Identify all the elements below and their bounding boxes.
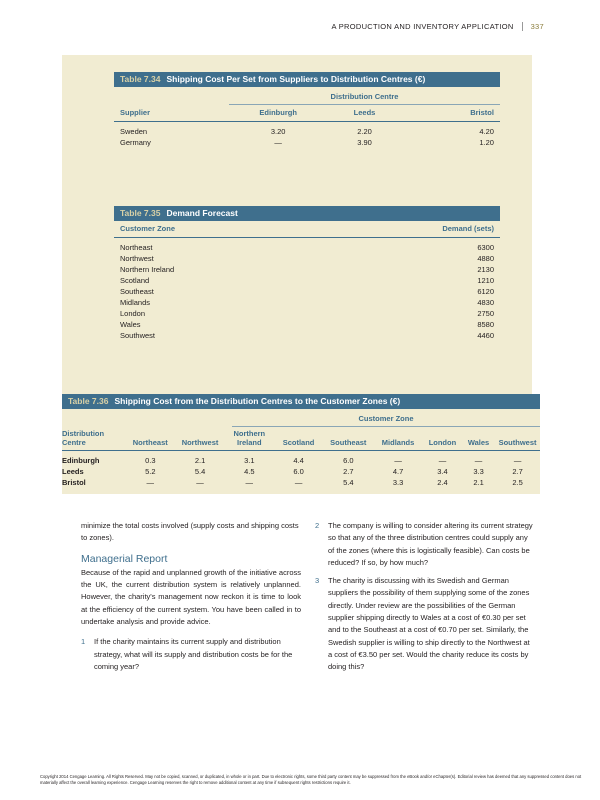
cell: 0.3 <box>145 456 156 465</box>
col-demand: Demand (sets) <box>442 224 494 233</box>
question-number: 2 <box>315 521 320 530</box>
row-label: Edinburgh <box>62 456 100 465</box>
cell: — <box>146 478 155 487</box>
cell: 5.4 <box>194 467 206 476</box>
cell: 2.7 <box>343 467 354 476</box>
running-head-text: A PRODUCTION AND INVENTORY APPLICATION <box>331 22 514 31</box>
cell: 3.1 <box>244 456 255 465</box>
cell: 5.2 <box>145 467 156 476</box>
col-customer-zone: Customer Zone <box>120 224 176 233</box>
column-headers <box>114 105 500 122</box>
col-northwest: Northwest <box>181 438 219 447</box>
cell: 2.7 <box>512 467 523 476</box>
col-wales: Wales <box>467 438 490 447</box>
body-left-column <box>81 520 301 673</box>
copyright-footer: Copyright 2014 Cengage Learning. All Rights Reserved. May not be copied, scanned, or duplicated, in whole or in part. Due to electronic rights, some third party content may be suppressed from the eBook and/or eChapter(s). Editorial review has deemed that any suppressed content does not materially affect the overall learning experience. Cengage Learning reserves the right to remove additional content at any time if subsequent rights restrictions require it. <box>40 774 582 785</box>
row-label: Bristol <box>62 478 86 487</box>
cell: — <box>245 478 254 487</box>
cell: Northwest <box>120 254 154 263</box>
table-row <box>114 253 500 264</box>
cell: 6300 <box>477 243 494 252</box>
cell: Northeast <box>120 243 153 252</box>
table-row <box>114 275 500 286</box>
cell: 6.0 <box>293 467 304 476</box>
cell: 2.1 <box>473 478 484 487</box>
col-label-line2: Centre <box>62 438 86 447</box>
table-row <box>114 297 500 308</box>
managerial-paragraph: Because of the rapid and unplanned growth of the initiative across the UK, the current distribution system is relatively unplanned. However, the charity's management now reckon it is time to look at the efficiency of the current system. You have been called in to undertake analysis and provide advice. <box>81 567 301 627</box>
intro-paragraph: minimize the total costs involved (supply costs and shipping costs to zones). <box>81 521 299 543</box>
col-southeast: Southeast <box>330 438 367 447</box>
cell: 5.4 <box>343 478 354 487</box>
table-row <box>114 319 500 330</box>
col-scotland: Scotland <box>282 438 315 447</box>
cell: — <box>196 478 204 487</box>
table-7-34 <box>114 72 500 148</box>
page-number: 337 <box>522 22 544 31</box>
col-northeast: Northeast <box>132 438 168 447</box>
col-southwest: Southwest <box>498 438 537 447</box>
column-headers <box>114 221 500 238</box>
col-london: London <box>428 438 457 447</box>
cell: 1.20 <box>479 138 494 147</box>
cell: 3.3 <box>473 467 484 476</box>
table-row <box>114 264 500 275</box>
cell: 4.4 <box>293 456 304 465</box>
body-right-column <box>315 520 533 674</box>
question-text: If the charity maintains its current supply and distribution strategy, what will its supply and distribution costs be for the coming year? <box>94 637 293 671</box>
cell: Germany <box>120 138 151 147</box>
group-header: Customer Zone <box>232 409 540 427</box>
table-number: Table 7.36 <box>68 396 109 406</box>
cell: 4830 <box>477 298 494 307</box>
col-bristol: Bristol <box>470 108 494 117</box>
question-3 <box>315 575 533 673</box>
table-row <box>114 242 500 253</box>
cell: 3.3 <box>392 478 404 487</box>
cell: London <box>120 309 146 318</box>
table-title <box>62 394 540 409</box>
cell: 3.20 <box>270 127 286 136</box>
table-title <box>114 206 500 221</box>
cell: 2130 <box>477 265 494 274</box>
table-number: Table 7.35 <box>120 208 161 218</box>
cell: 8580 <box>477 320 494 329</box>
question-2 <box>315 520 533 569</box>
table-caption: Demand Forecast <box>166 208 238 218</box>
cell: — <box>513 456 522 465</box>
running-header <box>331 22 544 31</box>
table-row <box>114 137 500 148</box>
col-leeds: Leeds <box>353 108 376 117</box>
col-label-line2: Ireland <box>237 438 262 447</box>
table-number: Table 7.34 <box>120 74 161 84</box>
cell: Southeast <box>120 287 154 296</box>
cell: — <box>294 478 303 487</box>
cell: 6120 <box>477 287 494 296</box>
col-northern-ireland <box>225 429 274 447</box>
cell: 2.1 <box>194 456 206 465</box>
cell: — <box>394 456 402 465</box>
table-row <box>114 286 500 297</box>
table-row <box>114 330 500 341</box>
cell: 4.7 <box>392 467 404 476</box>
cell: 1210 <box>477 276 494 285</box>
table-row <box>114 126 500 137</box>
question-text: The charity is discussing with its Swedish and German suppliers the possibility of them supplying some of the zones directly. Under review are the possibilities of the German supplier shipping directly to Wales at a cost of €0.30 per set and to the Southeast at a cost of €0.70 per set. Similarly, the Swedish supplier is willing to ship directly to the Northwest at a cost of €3.50 per set. Would the charity reduce its costs by doing this? <box>328 576 530 672</box>
table-7-35 <box>114 206 500 341</box>
cell: 4880 <box>477 254 494 263</box>
cell: Midlands <box>120 298 151 307</box>
cell: 3.4 <box>437 467 448 476</box>
question-number: 3 <box>315 576 320 586</box>
cell: 4460 <box>477 331 494 340</box>
cell: 6.0 <box>343 456 354 465</box>
col-edinburgh: Edinburgh <box>259 108 297 117</box>
question-1 <box>81 636 301 673</box>
group-header: Distribution Centre <box>229 87 500 105</box>
col-distribution-centre <box>62 429 125 447</box>
cell: 2.5 <box>512 478 523 487</box>
cell: — <box>474 456 483 465</box>
table-row <box>62 466 540 477</box>
cell: Wales <box>120 320 141 329</box>
cell: 4.20 <box>479 127 494 136</box>
table-caption: Shipping Cost from the Distribution Centres to the Customer Zones (€) <box>114 396 401 406</box>
col-label-line1: Distribution <box>62 429 105 438</box>
cell: Sweden <box>120 127 148 136</box>
col-label-line1: Northern <box>233 429 266 438</box>
col-supplier: Supplier <box>120 108 151 117</box>
table-7-36 <box>62 394 540 494</box>
table-caption: Shipping Cost Per Set from Suppliers to Distribution Centres (€) <box>166 74 426 84</box>
managerial-report-heading: Managerial Report <box>81 552 168 565</box>
table-row <box>114 308 500 319</box>
question-number: 1 <box>81 637 86 647</box>
table-title <box>114 72 500 87</box>
row-label: Leeds <box>62 467 84 476</box>
cell: Northern Ireland <box>120 265 175 274</box>
cell: — <box>274 138 282 147</box>
table-row <box>62 477 540 488</box>
cell: 2750 <box>477 309 494 318</box>
cell: 2.4 <box>437 478 448 487</box>
table-row <box>62 455 540 466</box>
cell: Southwest <box>120 331 156 340</box>
cell: 4.5 <box>244 467 255 476</box>
cell: — <box>438 456 447 465</box>
cell: Scotland <box>120 276 150 285</box>
question-text: The company is willing to consider altering its current strategy so that any of the three distribution centres could supply any of the zones (where this is logistically feasible). Can costs be reduced? If so, by how much? <box>328 521 533 567</box>
cell: 2.20 <box>357 127 372 136</box>
column-headers <box>62 427 540 451</box>
cell: 3.90 <box>357 138 372 147</box>
col-midlands: Midlands <box>381 438 415 447</box>
